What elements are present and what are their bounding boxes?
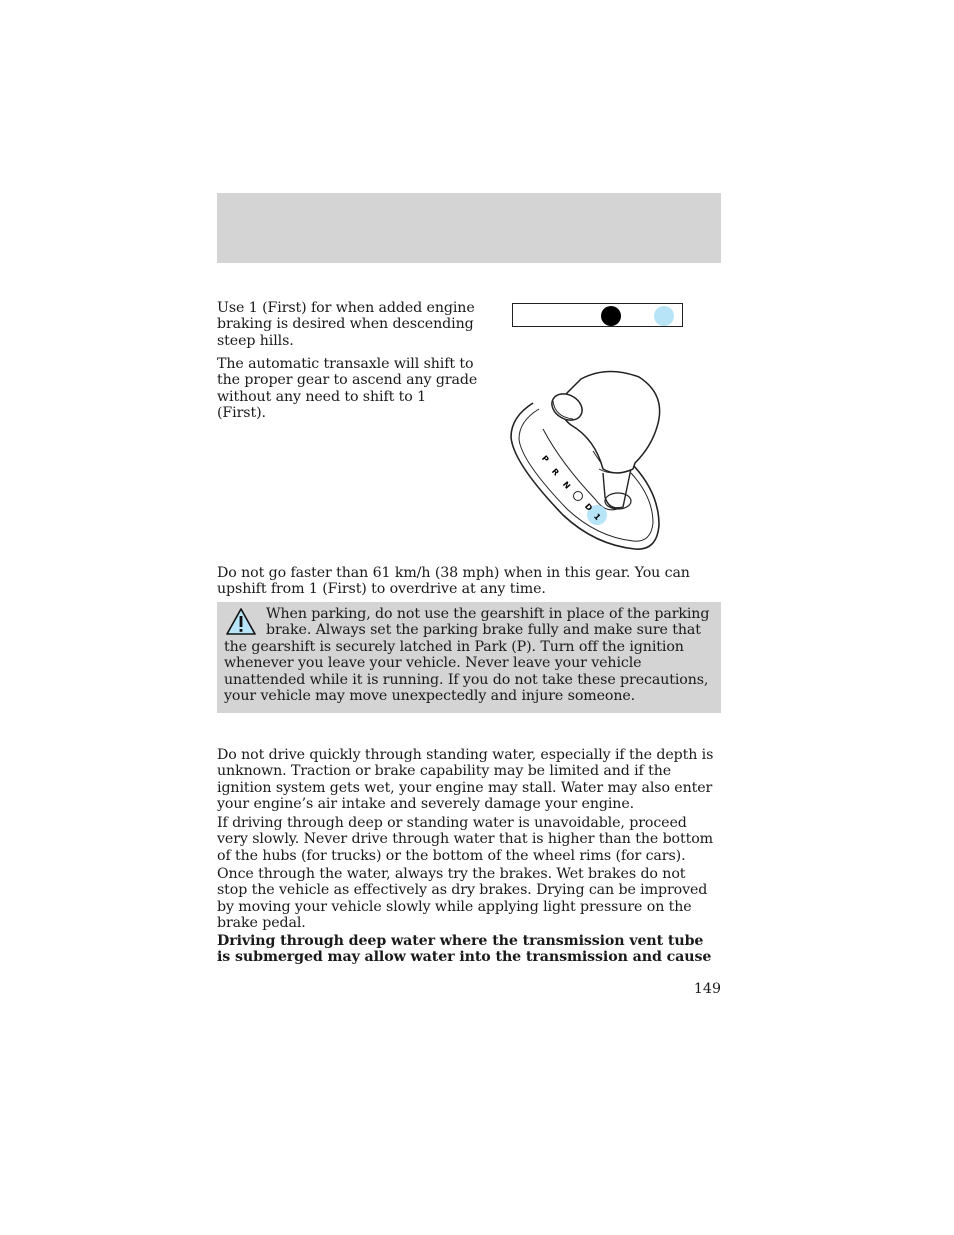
indicator-dot-black <box>601 306 621 326</box>
gear-label-p: P <box>539 453 551 465</box>
water-paragraph-1: Do not drive quickly through standing water, especially if the depth is unknown. Traction or brake capability may be limited and if the ignition system gets wet, your engine may stall. Water may also enter your engine’s air intake and severely damage your engine. <box>217 747 714 813</box>
indicator-dot-blue <box>654 306 674 326</box>
gear-label-r: R <box>549 466 561 478</box>
gear-indicator-strip <box>512 303 683 327</box>
page-number: 149 <box>693 981 721 997</box>
first-gear-paragraph-1: Use 1 (First) for when added engine braking is desired when descending steep hills. <box>217 300 475 349</box>
water-paragraph-2: If driving through deep or standing water is unavoidable, proceed very slowly. Never drive through water that is higher than the bottom of the hubs (for trucks) or the bottom of the wheel rims (for cars). <box>217 815 713 864</box>
water-paragraph-3: Once through the water, always try the brakes. Wet brakes do not stop the vehicle as effectively as dry brakes. Drying can be improved by moving your vehicle slowly while applying light pressure on the brake pedal. <box>217 866 708 932</box>
warning-box <box>217 602 721 713</box>
water-bold-note: Driving through deep water where the transmission vent tube is submerged may allow water into the transmission and cause <box>217 933 712 966</box>
first-gear-speed-note: Do not go faster than 61 km/h (38 mph) when in this gear. You can upshift from 1 (First) to overdrive at any time. <box>217 565 690 598</box>
first-gear-paragraph-2: The automatic transaxle will shift to the proper gear to ascend any grade without any need to shift to 1 (First). <box>217 356 478 422</box>
section-header-band <box>217 193 721 263</box>
warning-text: When parking, do not use the gearshift in place of the parking brake. Always set the parking brake fully and make sure that the gearshift is securely latched in Park (P). Turn off the ignition whenever you leave your vehicle. Never leave your vehicle unattended while it is running. If you do not take these precautions, your vehicle may move unexpectedly and injure someone. <box>224 606 710 705</box>
gear-label-n: N <box>560 479 573 491</box>
gear-label-d: D <box>582 501 595 513</box>
gear-label-1: 1 <box>591 511 603 523</box>
gear-selector-illustration <box>505 365 665 555</box>
